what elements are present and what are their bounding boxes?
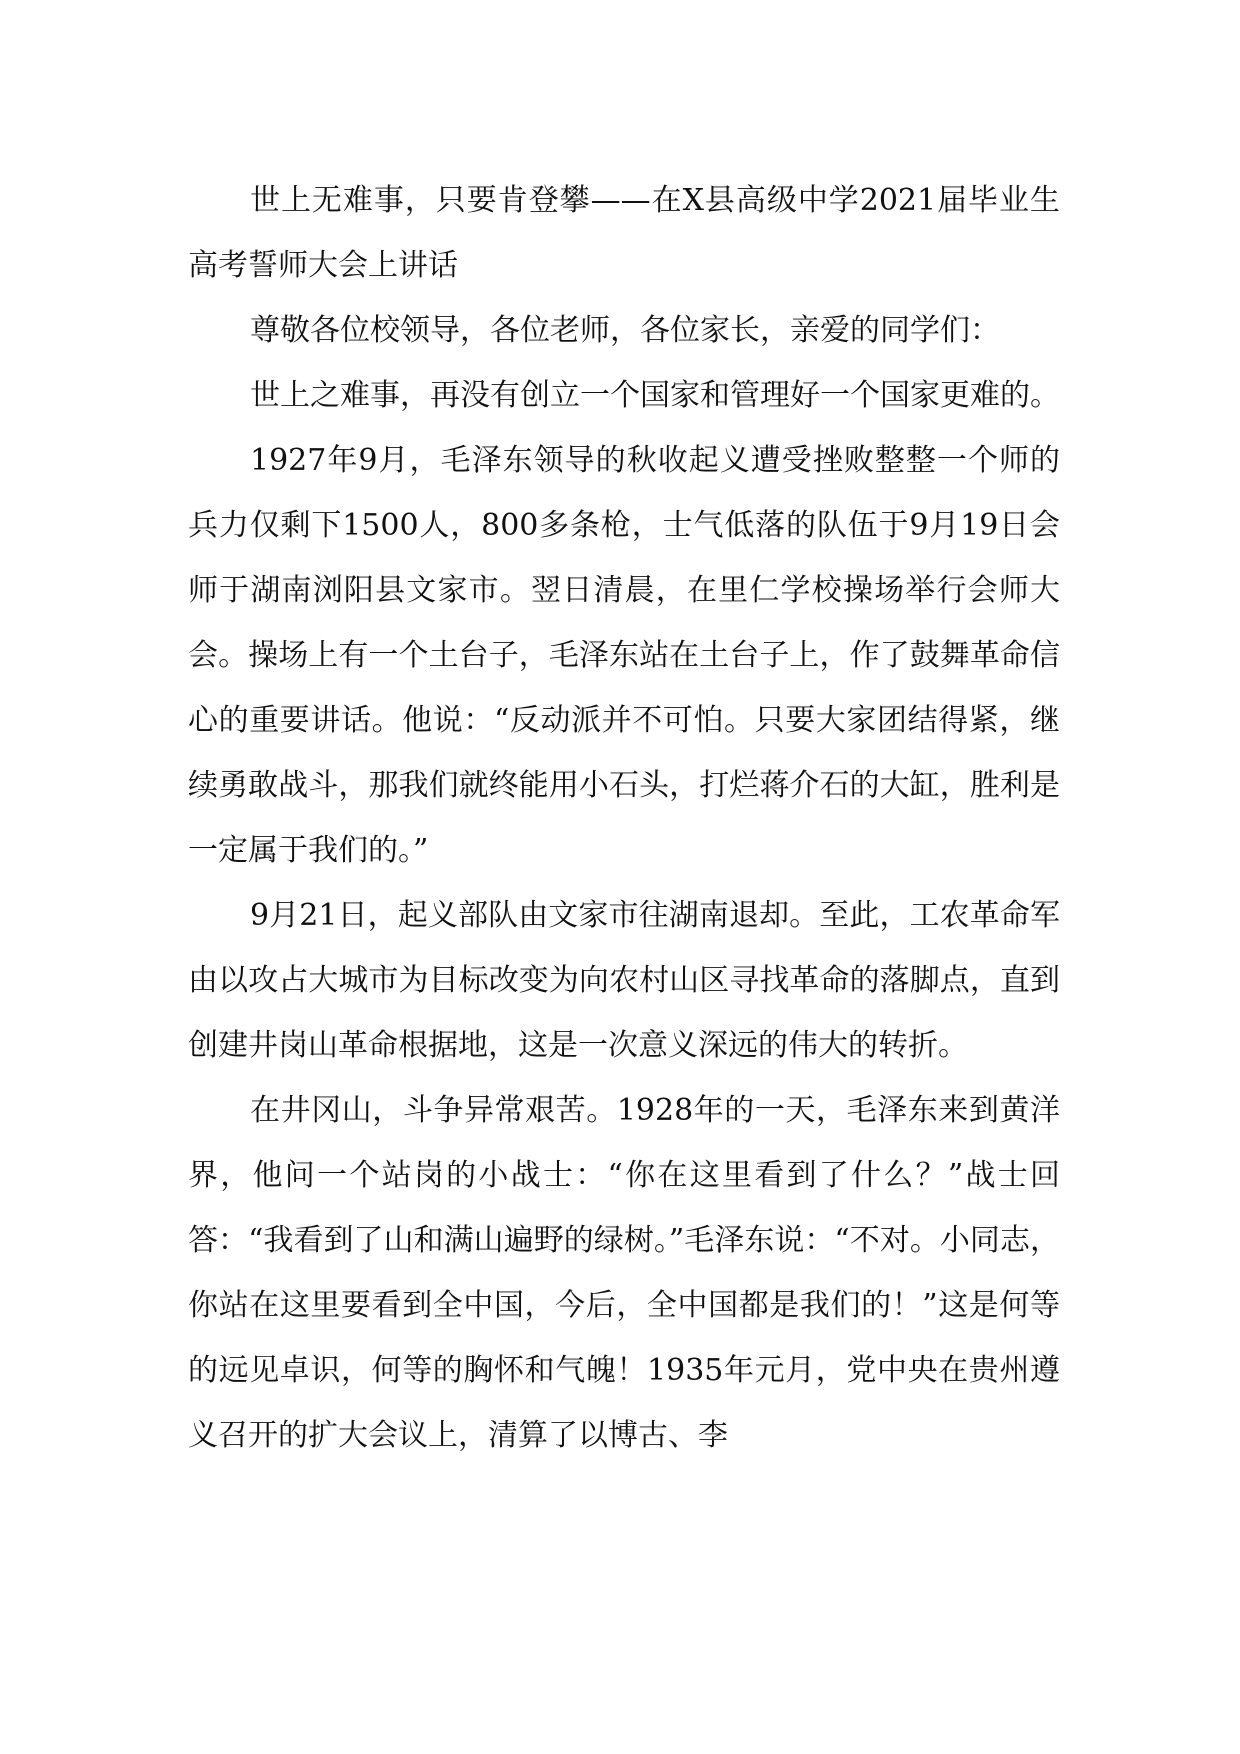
body-paragraph: 世上之难事，再没有创立一个国家和管理好一个国家更难的。	[250, 378, 1060, 413]
document-body	[188, 168, 1060, 1468]
body-paragraph: 1927年9月，毛泽东领导的秋收起义遭受挫败整整一个师的兵力仅剩下1500人，800多条枪，士气低落的队伍于9月19日会师于湖南浏阳县文家市。翌日清晨，在里仁学校操场举行会师大会。操场上有一个土台子，毛泽东站在土台子上，作了鼓舞革命信心的重要讲话。他说：“反动派并不可怕。只要大家团结得紧，继续勇敢战斗，那我们就终能用小石头，打烂蒋介石的大缸，胜利是一定属于我们的。”	[188, 443, 1060, 868]
body-paragraph: 9月21日，起义部队由文家市往湖南退却。至此，工农革命军由以攻占大城市为目标改变为向农村山区寻找革命的落脚点，直到创建井岗山革命根据地，这是一次意义深远的伟大的转折。	[188, 898, 1060, 1063]
body-paragraph: 在井冈山，斗争异常艰苦。1928年的一天，毛泽东来到黄洋界，他问一个站岗的小战士：“你在这里看到了什么？”战士回答：“我看到了山和满山遍野的绿树。”毛泽东说：“不对。小同志，你站在这里要看到全中国，今后，全中国都是我们的！”这是何等的远见卓识，何等的胸怀和气魄！1935年元月，党中央在贵州遵义召开的扩大会议上，清算了以博古、李	[188, 1093, 1060, 1453]
salutation-paragraph: 尊敬各位校领导，各位老师，各位家长，亲爱的同学们：	[250, 313, 1000, 348]
document-title: 世上无难事，只要肯登攀——在X县高级中学2021届毕业生高考誓师大会上讲话	[188, 183, 1060, 283]
